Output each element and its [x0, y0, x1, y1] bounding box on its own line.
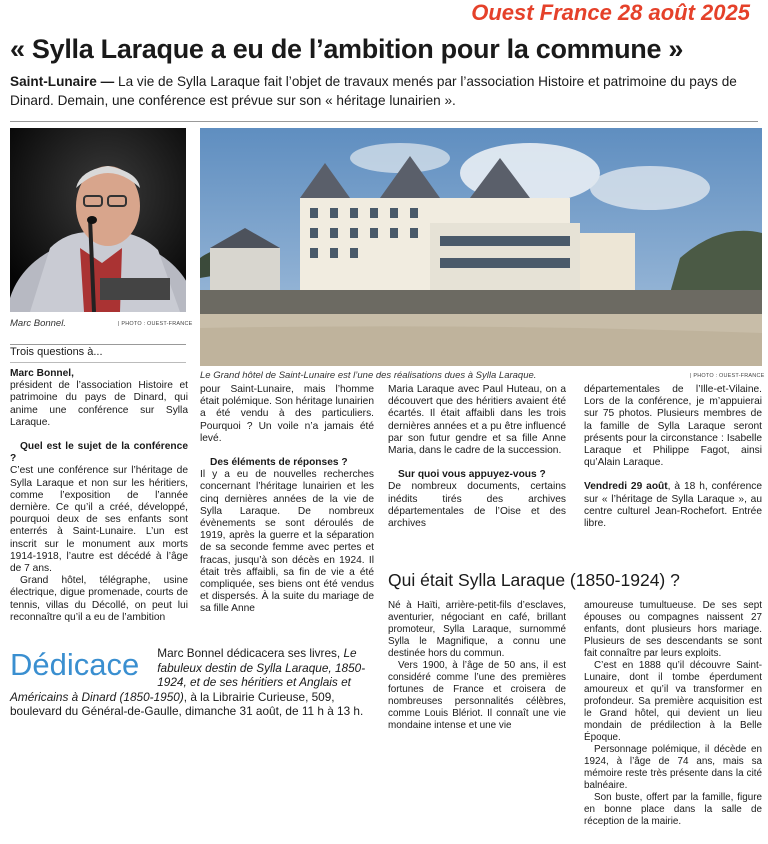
- answer-1b: Grand hôtel, télégraphe, usine électrique, digue promenade, courts de tennis, villas du Décollé, on peut lui reconnaître qu’il a eu de l’ambition: [10, 575, 188, 623]
- answer-3b: départementales de l’Ille-et-Vilaine. Lors de la conférence, je m’appuierai sur 75 photos. Plusieurs membres de la famille de Sylla Laraque seront présents pour la circonstance : Isabelle Laraque et Philippe Fagot, ainsi qu’Alain Laraque.: [584, 384, 762, 469]
- answer-2a: Il y a eu de nouvelles recherches concernant l’héritage lunairien et les cinq dernières années de la vie de Sylla Laraque. De nombreux évènements se sont déroulés de 1919, après la guerre et la séparation de sa seconde femme avec pertes et fracas, jusqu’à son décès en 1924. Il était très affaibli, sa fin de vie a été compliquée, ses biens ont été vendus et dispersés. À la suite du mariage de sa fille Anne: [200, 469, 374, 615]
- dedicace-books: Le fabuleux destin de Sylla Laraque, 1850-1924, et de ses héritiers et Anglais et Américains à Dinard (1850-1950): [10, 646, 366, 704]
- interviewee-intro: président de l’association Histoire et patrimoine du pays de Dinard, qui anime une conférence sur Sylla Laraque.: [10, 380, 188, 428]
- standfirst: [10, 72, 762, 110]
- standfirst-text: La vie de Sylla Laraque fait l’objet de travaux menés par l’association Histoire et patrimoine du pays de Dinard. Demain, une conférence est prévue sur son « héritage lunairien ».: [10, 74, 737, 108]
- event-date: Vendredi 29 août: [584, 481, 668, 493]
- interview-box-title: Trois questions à...: [10, 346, 103, 358]
- sidebar-title: Qui était Sylla Laraque (1850-1924) ?: [388, 570, 680, 590]
- interview-column-2: [200, 384, 374, 616]
- question-2: Des éléments de réponses ?: [210, 457, 348, 469]
- question-1: Quel est le sujet de la conférence ?: [10, 441, 188, 465]
- interview-column-4: [584, 384, 762, 530]
- interview-column-1: [10, 368, 188, 624]
- hotel-photo: [200, 128, 762, 366]
- sidebar-p6: Son buste, offert par la famille, figure en bonne place dans la salle de réception de la mairie.: [584, 792, 762, 827]
- sidebar-p4: C’est en 1888 qu’il découvre Saint-Lunaire, dont il tombe éperdument amoureux et qu’il va transformer en profondeur. Sa première acquisition est le Grand hôtel, qui devient un lieu mondain de prédilection à la Belle Époque.: [584, 660, 762, 743]
- interview-column-3: [388, 384, 566, 530]
- hotel-caption: Le Grand hôtel de Saint-Lunaire est l’une des réalisations dues à Sylla Laraque.: [200, 370, 537, 381]
- question-3: Sur quoi vous appuyez-vous ?: [398, 469, 546, 481]
- dedicace-title: Dédicace: [10, 647, 140, 682]
- sidebar-p3: amoureuse tumultueuse. De ses sept épouses ou compagnes naissent 27 enfants, dont plusieurs hors mariage. Plusieurs de ses descendants se sont fait connaître par leurs exploits.: [584, 600, 762, 659]
- hotel-credit: | PHOTO : OUEST-FRANCE: [690, 373, 765, 379]
- sidebar-p2: Vers 1900, à l’âge de 50 ans, il est considéré comme l’une des premières fortunes de France et croisera de nombreuses personnalités célèbres, comme Louis Blériot. Il connaît une vie mondaine intense et une vie: [388, 660, 566, 731]
- standfirst-place: Saint-Lunaire —: [10, 74, 115, 89]
- sidebar-p5: Personnage polémique, il décède en 1924, à l’âge de 74 ans, mais sa mémoire reste très présente dans la cité balnéaire.: [584, 744, 762, 791]
- sidebar-column-1: [388, 600, 566, 732]
- portrait-photo: [10, 128, 186, 312]
- answer-3a: De nombreux documents, certains inédits tirés des archives départementales de l’Oise et des archives: [388, 481, 566, 530]
- answer-1a: C’est une conférence sur l’héritage de Sylla Laraque et non sur les héritiers, comme l’exposition de l’année dernière. Ce qu’il a créé, développé, pourquoi deux de ses enfants sont enterrés à Saint-Lunaire. L’un est inscrit sur le monument aux morts 1914-1918, l’autre est décédé à l’âge de 7 ans.: [10, 465, 188, 575]
- event-text: , à 18 h, conférence sur « l’héritage de Sylla Laraque », au centre culturel Jean-Rochefort. Entrée libre.: [584, 481, 762, 530]
- dedicace-block: [10, 646, 376, 719]
- hotel-image: [200, 128, 762, 366]
- box-divider-2: [10, 362, 186, 363]
- box-divider: [10, 344, 186, 345]
- headline: « Sylla Laraque a eu de l’ambition pour la commune »: [10, 34, 684, 64]
- answer-1c: pour Saint-Lunaire, mais l’homme était polémique. Son héritage lunairien a été vendu à des particuliers. Pourquoi ? Un voile n’a jamais été levé.: [200, 384, 374, 444]
- portrait-credit: | PHOTO : OUEST-FRANCE: [118, 321, 193, 327]
- sidebar-p1: Né à Haïti, arrière-petit-fils d’esclaves, aventurier, négociant en café, brillant promoteur, Sylla Laraque, surnommé Sylla le Magnifique, a connu une destinée hors du commun.: [388, 600, 566, 659]
- source-line: Ouest France 28 août 2025: [471, 0, 750, 25]
- portrait-caption: Marc Bonnel.: [10, 318, 66, 329]
- dedicace-text-b: , à la Librairie Curieuse, 509, boulevard du Général-de-Gaulle, dimanche 31 août, de 11 h à 13 h.: [10, 689, 364, 719]
- top-divider: [10, 121, 758, 122]
- interviewee-name: Marc Bonnel,: [10, 368, 74, 379]
- sidebar-column-2: [584, 600, 762, 828]
- portrait-image: [10, 128, 186, 312]
- answer-2b: Maria Laraque avec Paul Huteau, on a découvert que des héritiers avaient été écartés. Il était affaibli dans les trois dernières années et a pu être influencé par son futur gendre et sa fille Anne Maria, dans le cadre de la succession.: [388, 384, 566, 457]
- dedicace-text-a: Marc Bonnel dédicacera ses livres,: [157, 646, 344, 660]
- event-info: [584, 481, 762, 530]
